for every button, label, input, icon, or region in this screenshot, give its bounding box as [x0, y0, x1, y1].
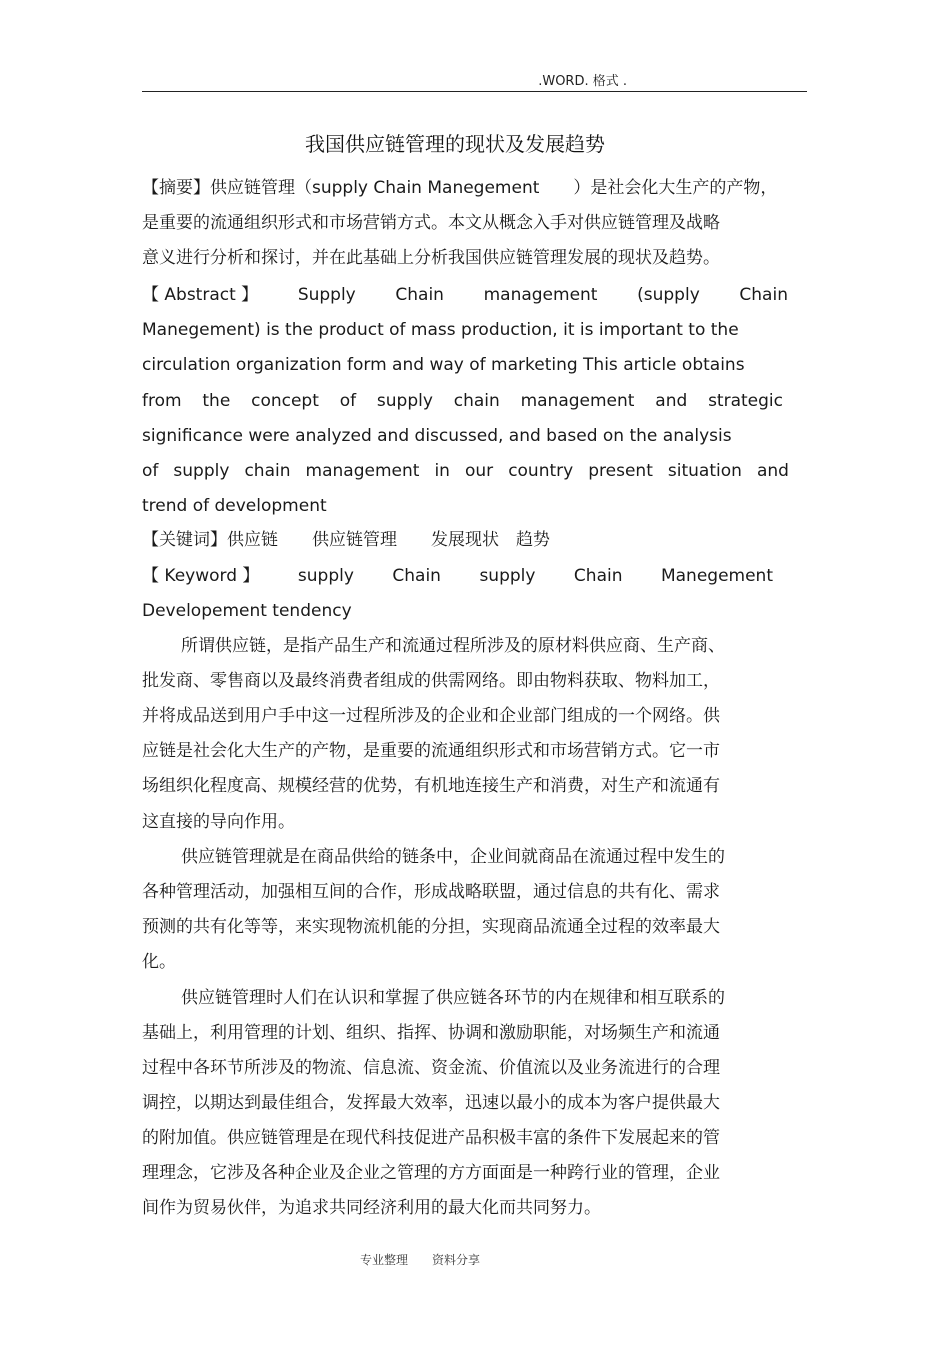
- body-line: 的附加值。供应链管理是在现代科技促进产品积极丰富的条件下发展起来的管: [142, 1128, 720, 1148]
- keyword-en-word: supply: [297, 566, 354, 586]
- abstract-en-line: Manegement) is the product of mass production, it is important to the: [142, 320, 739, 340]
- body-line: 预测的共有化等等，来实现物流机能的分担，实现商品流通全过程的效率最大: [142, 917, 720, 937]
- body-line: 供应链管理就是在商品供给的链条中，企业间就商品在流通过程中发生的: [181, 847, 725, 867]
- abstract-en-word: chain: [244, 461, 291, 481]
- page-header: [142, 66, 807, 92]
- abstract-en-word: 【 Abstract 】: [142, 285, 259, 305]
- header-label: .WORD. 格式 .: [538, 74, 627, 89]
- abstract-en-word: supply: [173, 461, 230, 481]
- abstract-en-word: Supply: [297, 285, 356, 305]
- abstract-en-line: circulation organization form and way of marketing This article obtains: [142, 355, 745, 375]
- body-line: 供应链管理时人们在认识和掌握了供应链各环节的内在规律和相互联系的: [181, 988, 725, 1008]
- abstract-en-word: from: [142, 391, 182, 411]
- abstract-en-word: supply: [376, 391, 433, 411]
- abstract-en-line: [142, 461, 789, 481]
- abstract-en-line: [142, 391, 783, 411]
- page-footer: 专业整理 资料分享: [360, 1253, 481, 1267]
- abstract-en-word: country: [508, 461, 574, 481]
- abstract-cn-line: 意义进行分析和探讨，并在此基础上分析我国供应链管理发展的现状及趋势。: [142, 248, 720, 268]
- body-line: 调控，以期达到最佳组合，发挥最大效率，迅速以最小的成本为客户提供最大: [142, 1093, 720, 1113]
- body-line: 批发商、零售商以及最终消费者组成的供需网络。即由物料获取、物料加工，: [142, 671, 720, 691]
- abstract-en-word: Chain: [739, 285, 788, 305]
- keywords-en-line: Developement tendency: [142, 601, 352, 621]
- abstract-en-word: management: [483, 285, 598, 305]
- keywords-en-line: [142, 566, 773, 586]
- abstract-en-line: [142, 285, 788, 305]
- abstract-en-word: strategic: [708, 391, 783, 411]
- abstract-en-word: of: [142, 461, 159, 481]
- abstract-en-word: situation: [667, 461, 742, 481]
- body-line: 所谓供应链，是指产品生产和流通过程所涉及的原材料供应商、生产商、: [181, 636, 725, 656]
- abstract-en-word: of: [339, 391, 357, 411]
- abstract-en-word: chain: [453, 391, 500, 411]
- abstract-en-word: the: [202, 391, 231, 411]
- abstract-en-word: (supply: [637, 285, 700, 305]
- abstract-cn-line: 【摘要】供应链管理（supply Chain Manegement ）是社会化大生产的产物，: [142, 178, 778, 198]
- abstract-en-word: concept: [251, 391, 319, 411]
- abstract-en-line: significance were analyzed and discussed, and based on the analysis: [142, 426, 732, 446]
- abstract-en-word: our: [464, 461, 494, 481]
- keyword-en-word: Manegement: [660, 566, 773, 586]
- abstract-en-word: management: [520, 391, 635, 411]
- abstract-en-word: in: [434, 461, 450, 481]
- body-line: 化。: [142, 952, 176, 972]
- keyword-en-word: 【 Keyword 】: [142, 566, 260, 586]
- abstract-en-word: Chain: [395, 285, 444, 305]
- abstract-en-word: present: [588, 461, 653, 481]
- body-line: 基础上，利用管理的计划、组织、指挥、协调和激励职能，对场频生产和流通: [142, 1023, 720, 1043]
- body-line: 各种管理活动，加强相互间的合作，形成战略联盟，通过信息的共有化、需求: [142, 882, 720, 902]
- abstract-en-word: and: [756, 461, 789, 481]
- body-line: 场组织化程度高、规模经营的优势，有机地连接生产和消费，对生产和流通有: [142, 776, 720, 796]
- keyword-en-word: supply: [479, 566, 536, 586]
- document-title: 我国供应链管理的现状及发展趋势: [305, 132, 605, 156]
- abstract-cn-line: 是重要的流通组织形式和市场营销方式。本文从概念入手对供应链管理及战略: [142, 213, 720, 233]
- body-line: 间作为贸易伙伴，为追求共同经济利用的最大化而共同努力。: [142, 1198, 601, 1218]
- abstract-en-word: management: [305, 461, 420, 481]
- body-line: 过程中各环节所涉及的物流、信息流、资金流、价值流以及业务流进行的合理: [142, 1058, 720, 1078]
- keywords-cn: 【关键词】供应链 供应链管理 发展现状 趋势: [142, 530, 550, 550]
- keyword-en-word: Chain: [392, 566, 441, 586]
- abstract-en-word: and: [655, 391, 688, 411]
- keyword-en-word: Chain: [573, 566, 623, 586]
- body-line: 并将成品送到用户手中这一过程所涉及的企业和企业部门组成的一个网络。供: [142, 706, 720, 726]
- body-line: 应链是社会化大生产的产物，是重要的流通组织形式和市场营销方式。它一市: [142, 741, 720, 761]
- abstract-en-line: trend of development: [142, 496, 327, 516]
- body-line: 这直接的导向作用。: [142, 812, 295, 832]
- body-line: 理理念，它涉及各种企业及企业之管理的方方面面是一种跨行业的管理，企业: [142, 1163, 720, 1183]
